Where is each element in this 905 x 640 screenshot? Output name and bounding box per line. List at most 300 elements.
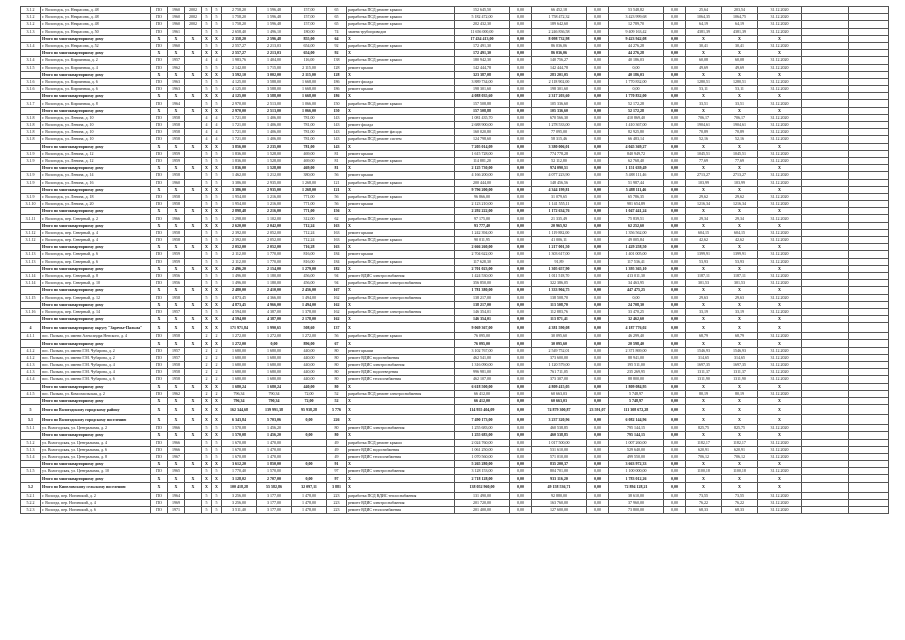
table-cell: 1 268,00 — [292, 179, 327, 186]
table-cell: ПО — [151, 14, 168, 21]
table-cell: 0,00 — [510, 208, 532, 215]
table-cell: 1 406,00 — [257, 114, 292, 121]
table-cell: г. Вологодск, пер. Северный, д. 6 — [41, 258, 151, 265]
table-cell: 356 850,00 — [455, 280, 510, 287]
table-cell: ПО — [151, 439, 168, 446]
table-cell: 4 187 776,02 — [609, 323, 664, 333]
table-cell: 0,00 — [664, 7, 686, 14]
table-cell-empty — [849, 57, 889, 64]
table-cell: 4 — [202, 122, 212, 129]
table-cell: ПО — [151, 347, 168, 354]
table-cell: 53,11 — [722, 86, 758, 93]
table-cell: 4 — [212, 57, 222, 64]
table-row — [21, 376, 889, 383]
table-cell: 4 — [202, 129, 212, 136]
table-cell: 0,00 — [510, 193, 532, 200]
table-cell-empty — [802, 100, 849, 107]
table-cell: 1 983,76 — [222, 57, 257, 64]
table-cell: 0,00 — [587, 316, 609, 323]
table-row — [21, 57, 889, 64]
table-cell: 64 — [327, 35, 347, 42]
table-cell: 716,28 — [292, 244, 327, 251]
table-cell: X — [168, 316, 185, 323]
table-row — [21, 201, 889, 208]
table-cell-empty — [849, 280, 889, 287]
table-cell: 460 538,85 — [532, 425, 587, 432]
table-cell — [185, 150, 202, 157]
table-cell: 0,00 — [664, 93, 686, 100]
table-cell: 1957 — [168, 354, 185, 361]
table-cell: 0,00 — [664, 376, 686, 383]
table-cell: 0,00 — [664, 215, 686, 222]
table-cell: 1 478,00 — [292, 499, 327, 506]
table-cell: X — [151, 50, 168, 57]
table-cell: 1 007 260,00 — [609, 439, 664, 446]
table-cell: 1958 — [168, 201, 185, 208]
table-cell: X — [686, 222, 722, 229]
table-cell: ремонт ВДИС электроснабжения — [347, 362, 455, 369]
table-cell: ПО — [151, 251, 168, 258]
table-cell: ПО — [151, 201, 168, 208]
table-row — [21, 86, 889, 93]
table-cell: X — [347, 432, 455, 439]
table-cell: 0,00 — [664, 35, 686, 42]
table-cell: 796,34 — [222, 397, 257, 404]
table-cell: 53,93 — [722, 258, 758, 265]
table-cell: 31.12.2020 — [758, 7, 802, 14]
table-cell: 771,00 — [292, 208, 327, 215]
table-cell: 1 680,00 — [222, 354, 257, 361]
table-row — [21, 468, 889, 475]
table-cell-empty — [849, 482, 889, 492]
table-cell: 5 — [202, 42, 212, 49]
table-cell: X — [686, 208, 722, 215]
table-cell: 5 — [212, 272, 222, 279]
table-cell: 1 758,20 — [222, 21, 257, 28]
table-cell-empty — [849, 287, 889, 294]
table-cell: 235 269,95 — [609, 369, 664, 376]
table-cell: 1 212,00 — [257, 172, 292, 179]
table-cell: 3 588,00 — [257, 86, 292, 93]
table-cell-empty — [802, 461, 849, 468]
table-cell-empty — [802, 323, 849, 333]
table-cell: г. Вологодск, ул. Некрасова, д. 48 — [41, 14, 151, 21]
table-cell: 49 — [327, 439, 347, 446]
table-cell: 3.1.9 — [21, 157, 41, 164]
table-cell: 31.12.2020 — [758, 179, 802, 186]
table-cell-empty — [802, 193, 849, 200]
table-cell: 0,00 — [664, 294, 686, 301]
table-cell: X — [185, 208, 202, 215]
table-cell: 31.12.2020 — [758, 294, 802, 301]
table-cell: 0,00 — [510, 432, 532, 439]
table-cell-empty — [802, 362, 849, 369]
table-cell — [185, 193, 202, 200]
table-cell: 0,00 — [510, 21, 532, 28]
table-cell: 64,19 — [686, 21, 722, 28]
table-cell-empty — [849, 362, 889, 369]
table-cell: 62 — [327, 215, 347, 222]
table-cell: 469,00 — [292, 165, 327, 172]
table-cell: 3 386,00 — [222, 179, 257, 186]
table-cell: X — [168, 107, 185, 114]
register-sheet — [20, 6, 888, 514]
table-cell: 5 — [202, 439, 212, 446]
table-cell: 1100,18 — [686, 468, 722, 475]
table-cell: 3.1.15 — [21, 294, 41, 301]
table-cell: 2 — [202, 333, 212, 340]
table-cell: 5 — [212, 201, 222, 208]
table-cell: X — [151, 323, 168, 333]
table-cell: X — [202, 50, 212, 57]
table-cell: 157,00 — [292, 21, 327, 28]
table-cell: X — [185, 143, 202, 150]
table-cell: X — [686, 432, 722, 439]
table-cell: 5 — [202, 100, 212, 107]
table-cell: 5 — [212, 64, 222, 71]
table-cell: X — [151, 482, 168, 492]
table-cell-empty — [849, 165, 889, 172]
table-row — [21, 251, 889, 258]
table-cell: X — [758, 222, 802, 229]
table-cell: ПО — [151, 100, 168, 107]
table-cell: 33,19 — [722, 308, 758, 315]
table-cell: 1 404,00 — [257, 57, 292, 64]
table-cell: X — [212, 222, 222, 229]
table-cell: 1 456,20 — [257, 432, 292, 439]
table-cell: 712,24 — [292, 229, 327, 236]
table-cell: 2 410,00 — [257, 287, 292, 294]
table-cell: X — [202, 165, 212, 172]
table-cell-empty — [849, 439, 889, 446]
table-cell: X — [722, 107, 758, 114]
table-cell: 2 496,20 — [222, 265, 257, 272]
table-cell: 0,00 — [587, 208, 609, 215]
table-cell: 1064,35 — [686, 14, 722, 21]
table-cell: 1 528,00 — [257, 157, 292, 164]
table-cell: 150 — [327, 100, 347, 107]
table-cell: 3.1.8 — [21, 122, 41, 129]
table-cell: 1 850,00 — [257, 461, 292, 468]
table-cell: 156 — [327, 208, 347, 215]
table-cell: разработка ПСД ремонт крыши — [347, 14, 455, 21]
table-cell: 60,08 — [722, 57, 758, 64]
table-cell: ПО — [151, 229, 168, 236]
table-cell: X — [758, 405, 802, 415]
table-cell: 68,33 — [686, 507, 722, 514]
table-cell: 100 418,28 — [222, 482, 257, 492]
table-cell: 0,00 — [664, 272, 686, 279]
table-cell: 0,00 — [664, 57, 686, 64]
table-cell-empty — [849, 499, 889, 506]
table-cell: 1045,51 — [686, 150, 722, 157]
table-cell-empty — [802, 369, 849, 376]
table-cell: 5 — [212, 7, 222, 14]
table-cell-empty — [849, 492, 889, 499]
table-cell: 138 052 960,00 — [455, 482, 510, 492]
table-cell: 3 102 767,00 — [455, 347, 510, 354]
table-cell: X — [347, 244, 455, 251]
table-cell: 6 618 500,00 — [455, 383, 510, 390]
table-cell — [185, 439, 202, 446]
table-cell: X — [212, 397, 222, 404]
table-row — [21, 425, 889, 432]
table-cell-empty — [802, 50, 849, 57]
table-cell: 4 — [212, 129, 222, 136]
table-cell: ул. Вологодская, ул. Центральная, д. 10 — [41, 468, 151, 475]
table-cell: 795 144,15 — [609, 432, 664, 439]
table-cell: Итого по многоквартирному дому — [41, 244, 151, 251]
table-cell: 2 620,00 — [222, 222, 257, 229]
table-cell: 5 — [212, 294, 222, 301]
table-cell: 97 — [327, 468, 347, 475]
table-cell: 0,00 — [664, 172, 686, 179]
table-cell: X — [168, 71, 185, 78]
table-cell: 323 387,08 — [455, 71, 510, 78]
table-cell: ПО — [151, 122, 168, 129]
table-cell: X — [722, 143, 758, 150]
table-cell: 9 069 367,00 — [455, 323, 510, 333]
table-cell: 1958 — [168, 237, 185, 244]
table-cell: г. Вологодск, ул. Кирпичная, д. 4 — [41, 64, 151, 71]
table-cell: 1045,51 — [722, 150, 758, 157]
table-cell: 3.1.16 — [21, 308, 41, 315]
table-cell: 0,00 — [664, 265, 686, 272]
table-cell: 31.12.2020 — [758, 172, 802, 179]
table-cell: ПО — [151, 453, 168, 460]
table-cell: 162 — [327, 301, 347, 308]
table-cell: 2 456,00 — [292, 287, 327, 294]
table-cell: 3 588,00 — [257, 93, 292, 100]
table-cell: 2 — [212, 390, 222, 397]
table-cell: 0,00 — [664, 432, 686, 439]
table-cell: X — [686, 461, 722, 468]
table-cell: X — [758, 35, 802, 42]
table-row — [21, 21, 889, 28]
table-cell: 0,00 — [664, 14, 686, 21]
table-cell: 0,00 — [587, 114, 609, 121]
table-cell: 4 344 199,81 — [532, 186, 587, 193]
table-cell: X — [758, 208, 802, 215]
table-cell: 0,00 — [510, 215, 532, 222]
table-cell: 1958 — [168, 376, 185, 383]
table-cell-empty — [802, 172, 849, 179]
table-cell: разработка ПСД ремонт крыши — [347, 157, 455, 164]
table-cell-empty — [802, 390, 849, 397]
table-cell: 0,00 — [510, 237, 532, 244]
table-cell: 72,00 — [292, 390, 327, 397]
table-cell: 56 — [327, 172, 347, 179]
house-total-row — [21, 186, 889, 193]
table-cell: X — [212, 165, 222, 172]
table-cell: 5 — [212, 425, 222, 432]
table-cell: 0,00 — [587, 482, 609, 492]
table-cell: 5.1 — [21, 415, 41, 425]
table-cell: 5 — [212, 258, 222, 265]
table-row — [21, 369, 889, 376]
table-cell: 0,00 — [664, 28, 686, 35]
house-total-row — [21, 432, 889, 439]
table-cell: X — [185, 301, 202, 308]
table-cell: 31.12.2020 — [758, 251, 802, 258]
table-cell: 460 538,85 — [532, 432, 587, 439]
table-row — [21, 507, 889, 514]
table-cell: X — [202, 107, 212, 114]
table-cell: 0,00 — [587, 86, 609, 93]
table-cell: 0,00 — [587, 78, 609, 85]
table-cell: 5 265 280,00 — [455, 461, 510, 468]
table-cell: Итого по многоквартирному дому — [41, 107, 151, 114]
table-cell: 68,33 — [722, 507, 758, 514]
table-cell-empty — [802, 432, 849, 439]
table-cell: ПО — [151, 468, 168, 475]
table-cell: 706,17 — [722, 114, 758, 121]
table-cell: 31.12.2020 — [758, 78, 802, 85]
table-cell-empty — [802, 354, 849, 361]
table-cell: 1966 — [168, 446, 185, 453]
table-cell: 2 707,00 — [257, 475, 292, 482]
table-cell: X — [185, 415, 202, 425]
table-cell: 0,00 — [587, 258, 609, 265]
table-cell: 0,00 — [587, 64, 609, 71]
table-cell: 1 670,08 — [222, 446, 257, 453]
table-cell: ПО — [151, 369, 168, 376]
table-cell: X — [722, 323, 758, 333]
table-cell: 2 — [202, 347, 212, 354]
table-cell: 4 — [212, 122, 222, 129]
table-cell: 31.12.2020 — [758, 42, 802, 49]
table-cell-empty — [802, 78, 849, 85]
table-cell: г. Вологодск, пер. Северный, д. 2 — [41, 215, 151, 222]
table-cell: X — [202, 432, 212, 439]
table-cell: 97 175,00 — [455, 215, 510, 222]
table-row — [21, 453, 889, 460]
table-cell: 1280,51 — [722, 78, 758, 85]
table-cell-empty — [849, 42, 889, 49]
table-cell: 3.1.11 — [21, 215, 41, 222]
capital-repair-register-table — [20, 6, 889, 514]
table-cell: 1216,34 — [686, 201, 722, 208]
table-cell: г. Вологда, пер. Ногинский, д. 4 — [41, 499, 151, 506]
table-cell: 0,00 — [664, 100, 686, 107]
table-cell — [21, 432, 41, 439]
table-cell: X — [722, 93, 758, 100]
table-cell: 0,00 — [510, 272, 532, 279]
table-row — [21, 308, 889, 315]
table-cell: 42,62 — [722, 237, 758, 244]
table-cell: 0,00 — [664, 129, 686, 136]
table-cell — [292, 439, 327, 446]
table-cell: 5.1.4 — [21, 453, 41, 460]
table-cell: 1 809 084,95 — [609, 383, 664, 390]
table-cell: 31.12.2020 — [758, 64, 802, 71]
table-cell: X — [168, 475, 185, 482]
table-cell: X — [758, 475, 802, 482]
table-cell: 31.12.2020 — [758, 14, 802, 21]
table-cell: разработка ПСД ремонт крыши — [347, 193, 455, 200]
table-cell: г. Вологда, пер. Ногинский, д. 2 — [41, 492, 151, 499]
table-cell: г. Вологодск, пер. Северный, д. 4 — [41, 229, 151, 236]
table-cell: пос. Пальма, ул. имени Александра Невского, д. 4 — [41, 333, 151, 340]
table-cell: 5 — [212, 100, 222, 107]
table-cell: ремонт крыши — [347, 150, 455, 157]
table-cell: 2 718 128,00 — [455, 475, 510, 482]
table-cell: 5 — [202, 425, 212, 432]
table-cell: X — [212, 461, 222, 468]
table-cell: 499 550,00 — [609, 453, 664, 460]
table-cell: Итого по многоквартирному дому — [41, 301, 151, 308]
table-cell: 31.12.2020 — [758, 280, 802, 287]
table-cell: 31.12.2020 — [758, 333, 802, 340]
table-cell: 30 095,60 — [532, 333, 587, 340]
table-cell: 5 — [212, 499, 222, 506]
table-cell: 202 432,30 — [455, 21, 510, 28]
table-cell: 0,00 — [587, 475, 609, 482]
table-cell-empty — [802, 57, 849, 64]
table-cell: 0,00 — [510, 461, 532, 468]
table-cell: 0,00 — [664, 507, 686, 514]
table-cell: 60 663,03 — [532, 397, 587, 404]
table-cell: ПО — [151, 280, 168, 287]
table-cell: 1 770 832,00 — [609, 93, 664, 100]
table-cell: 76 095,00 — [455, 340, 510, 347]
table-row — [21, 129, 889, 136]
table-cell: 0,00 — [664, 208, 686, 215]
table-cell: 31.12.2020 — [758, 215, 802, 222]
table-row — [21, 439, 889, 446]
table-cell: 38 610,00 — [609, 492, 664, 499]
table-cell: 2713,27 — [722, 172, 758, 179]
table-cell: 76,22 — [722, 499, 758, 506]
table-cell: 1 770,00 — [257, 251, 292, 258]
table-cell: 0,00 — [664, 157, 686, 164]
table-cell: 0,00 — [510, 93, 532, 100]
table-cell: 0,00 — [510, 251, 532, 258]
table-cell — [21, 383, 41, 390]
table-cell: 55 582,86 — [257, 482, 292, 492]
table-cell-empty — [802, 308, 849, 315]
table-cell: X — [686, 397, 722, 404]
table-cell: 0,00 — [510, 347, 532, 354]
table-cell: 4 125,00 — [222, 93, 257, 100]
table-cell — [185, 499, 202, 506]
table-cell: 0,00 — [587, 492, 609, 499]
table-cell: 186 — [327, 93, 347, 100]
table-cell: Итого по многоквартирному дому — [41, 397, 151, 404]
table-cell: X — [722, 50, 758, 57]
table-cell: 31.12.2020 — [758, 229, 802, 236]
table-row — [21, 42, 889, 49]
table-cell: 77,69 — [722, 157, 758, 164]
table-cell-empty — [802, 237, 849, 244]
table-cell: X — [202, 244, 212, 251]
table-cell: 0,00 — [510, 78, 532, 85]
table-cell: 4 809 415,05 — [532, 383, 587, 390]
table-cell: 77,69 — [686, 157, 722, 164]
table-cell-empty — [849, 415, 889, 425]
table-cell: Итого по Вологодскому городскому поселению — [41, 415, 151, 425]
table-cell: 5 748,97 — [609, 397, 664, 404]
table-cell: 1 272,00 — [222, 340, 257, 347]
table-cell: 1187,11 — [686, 272, 722, 279]
table-cell: X — [151, 475, 168, 482]
table-cell: 2 052,00 — [257, 244, 292, 251]
table-cell: 138 217,00 — [455, 294, 510, 301]
table-cell: 3 177,00 — [257, 499, 292, 506]
table-cell: 2 112,00 — [222, 258, 257, 265]
district-total-row — [21, 415, 889, 425]
table-cell: 604,15 — [686, 229, 722, 236]
